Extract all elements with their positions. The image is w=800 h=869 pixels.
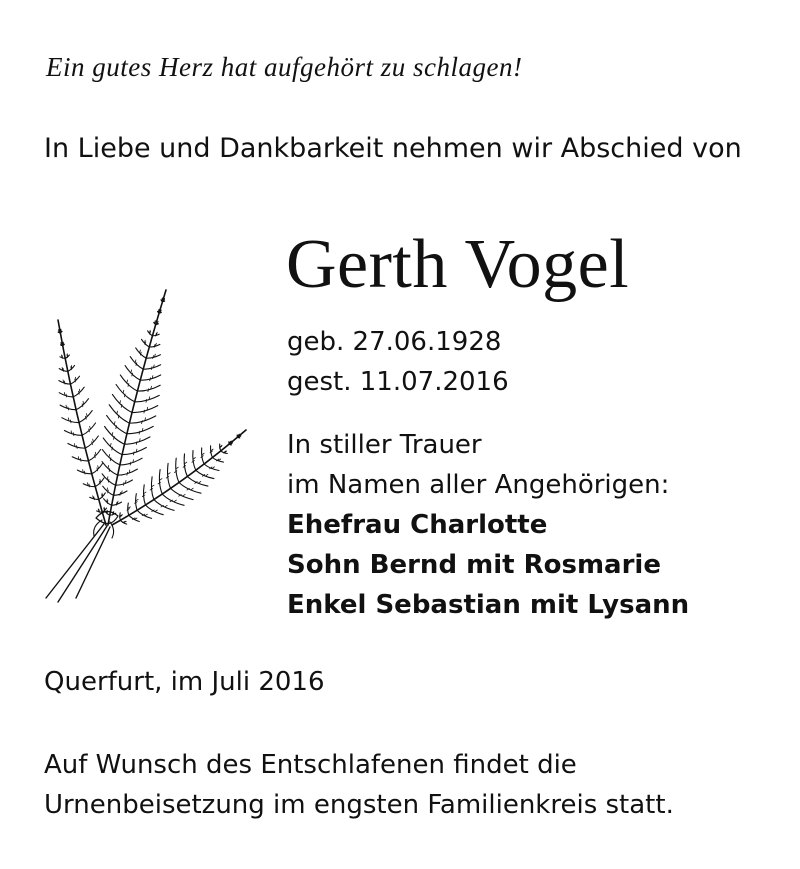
death-date: gest. 11.07.2016 [287, 367, 509, 397]
relative-2: Sohn Bernd mit Rosmarie [287, 550, 661, 580]
deceased-name: Gerth Vogel [286, 226, 630, 303]
wish-line-1: Auf Wunsch des Entschlafenen findet die [44, 750, 577, 780]
mourning-line-1: In stiller Trauer [287, 430, 482, 460]
motto: Ein gutes Herz hat aufgehört zu schlagen! [46, 52, 523, 82]
relative-1: Ehefrau Charlotte [287, 510, 548, 540]
wish-line-2: Urnenbeisetzung im engsten Familienkreis statt. [44, 790, 674, 820]
relative-3: Enkel Sebastian mit Lysann [287, 590, 690, 620]
life-dates [287, 322, 509, 402]
burial-wish [44, 745, 674, 825]
fern-icon [36, 280, 276, 610]
birth-date: geb. 27.06.1928 [287, 327, 502, 357]
mourners-block [287, 425, 689, 625]
mourning-line-2: im Namen aller Angehörigen: [287, 470, 670, 500]
intro-text: In Liebe und Dankbarkeit nehmen wir Abschied von [44, 133, 742, 164]
place-date: Querfurt, im Juli 2016 [44, 667, 325, 697]
